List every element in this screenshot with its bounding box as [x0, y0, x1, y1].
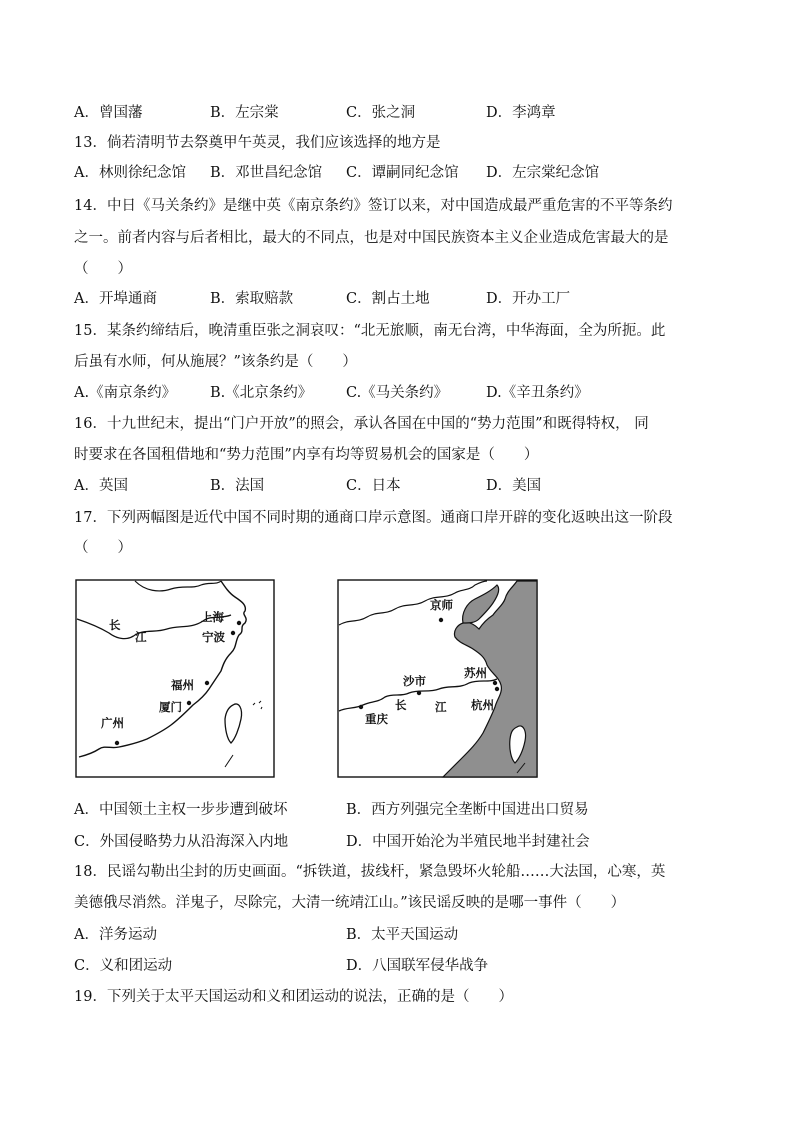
map1-label-fuzhou: 福州 [171, 678, 194, 692]
q14-stem-line-3: （ ） [74, 261, 132, 277]
map2-label-jingshi: 京师 [430, 598, 453, 612]
q13-option-a: A．林则徐纪念馆 [74, 165, 186, 181]
q14-stem-line-1: 14．中日《马关条约》是继中英《南京条约》签订以来，对中国造成最严重危害的不平等条约 [74, 198, 673, 214]
q13-option-b: B．邓世昌纪念馆 [210, 165, 323, 181]
q15-stem-line-1: 15．某条约缔结后，晚清重臣张之洞哀叹：“北无旅顺，南无台湾，中华海面，全为所扼。此 [74, 323, 666, 339]
q18-option-c: C．义和团运动 [74, 958, 173, 974]
q16-stem-line-1: 16．十九世纪末，提出“门户开放”的照会，承认各国在中国的“势力范围”和既得特权， 同 [74, 416, 649, 432]
q12-option-a: A．曾国藩 [74, 105, 143, 121]
q17-option-a: A．中国领土主权一步步遭到破坏 [74, 802, 288, 818]
map2-label-shashi: 沙市 [403, 674, 426, 688]
q15-option-c: C.《马关条约》 [346, 385, 449, 401]
q16-option-a: A．英国 [74, 478, 128, 494]
map2-label-jiang: 江 [435, 700, 447, 714]
q14-option-c: C．割占土地 [346, 291, 430, 307]
q12-option-b: B．左宗棠 [210, 105, 279, 121]
q13-option-d: D．左宗棠纪念馆 [486, 165, 600, 181]
q16-option-d: D．美国 [486, 478, 542, 494]
q17-option-c: C．外国侵略势力从沿海深入内地 [74, 834, 289, 850]
map2-label-suzhou: 苏州 [464, 666, 487, 680]
q14-stem-line-2: 之一。前者内容与后者相比，最大的不同点，也是对中国民族资本主义企业造成危害最大的是 [74, 230, 669, 246]
q16-stem-line-2: 时要求在各国租借地和“势力范围”内享有均等贸易机会的国家是（ ） [74, 447, 539, 463]
q16-option-b: B．法国 [210, 478, 265, 494]
map1-label-shanghai: 上海 [201, 610, 224, 624]
q15-option-a: A.《南京条约》 [74, 385, 177, 401]
q18-option-a: A．洋务运动 [74, 927, 157, 943]
q14-option-d: D．开办工厂 [486, 291, 571, 307]
map2-label-chongqing: 重庆 [365, 712, 388, 726]
q14-option-b: B．索取赔款 [210, 291, 294, 307]
q18-option-d: D．八国联军侵华战争 [346, 958, 489, 974]
q12-option-d: D．李鸿章 [486, 105, 556, 121]
q17-stem-line-2: （ ） [74, 540, 132, 556]
q17-stem-line-1: 17．下列两幅图是近代中国不同时期的通商口岸示意图。通商口岸开辟的变化返映出这一阶段 [74, 510, 673, 526]
q17-option-d: D．中国开始沦为半殖民地半封建社会 [346, 834, 590, 850]
q13-stem: 13．倘若清明节去祭奠甲午英灵，我们应该选择的地方是 [74, 135, 441, 151]
q17-option-b: B．西方列强完全垄断中国进出口贸易 [346, 802, 589, 818]
map2-label-chang: 长 [395, 698, 407, 712]
treaty-ports-map-1 [75, 579, 275, 778]
map2-label-hangzhou: 杭州 [471, 698, 494, 712]
treaty-ports-map-2 [337, 579, 538, 778]
map1-label-xiamen: 厦门 [159, 700, 182, 714]
q15-option-b: B.《北京条约》 [210, 385, 313, 401]
q13-option-c: C．谭嗣同纪念馆 [346, 165, 459, 181]
map1-label-guangzhou: 广州 [101, 716, 124, 730]
map1-label-chang: 长 [109, 618, 121, 632]
q18-stem-line-1: 18．民谣勾勒出尘封的历史画面。“拆铁道，拔线杆，紧急毁坏火轮船……大法国，心寒，英 [74, 864, 666, 880]
q15-option-d: D.《辛丑条约》 [486, 385, 589, 401]
map1-label-jiang: 江 [135, 630, 147, 644]
q14-option-a: A．开埠通商 [74, 291, 157, 307]
map1-label-ningbo: 宁波 [202, 630, 225, 644]
q19-stem: 19．下列关于太平天国运动和义和团运动的说法，正确的是（ ） [74, 989, 513, 1005]
q18-stem-line-2: 美德俄尽消然。洋鬼子，尽除完，大清一统靖江山。”该民谣反映的是哪一事件（ ） [74, 895, 626, 911]
q15-stem-line-2: 后虽有水师，何从施展？”该条约是（ ） [74, 354, 357, 370]
q18-option-b: B．太平天国运动 [346, 927, 459, 943]
q12-option-c: C．张之洞 [346, 105, 416, 121]
q16-option-c: C．日本 [346, 478, 401, 494]
